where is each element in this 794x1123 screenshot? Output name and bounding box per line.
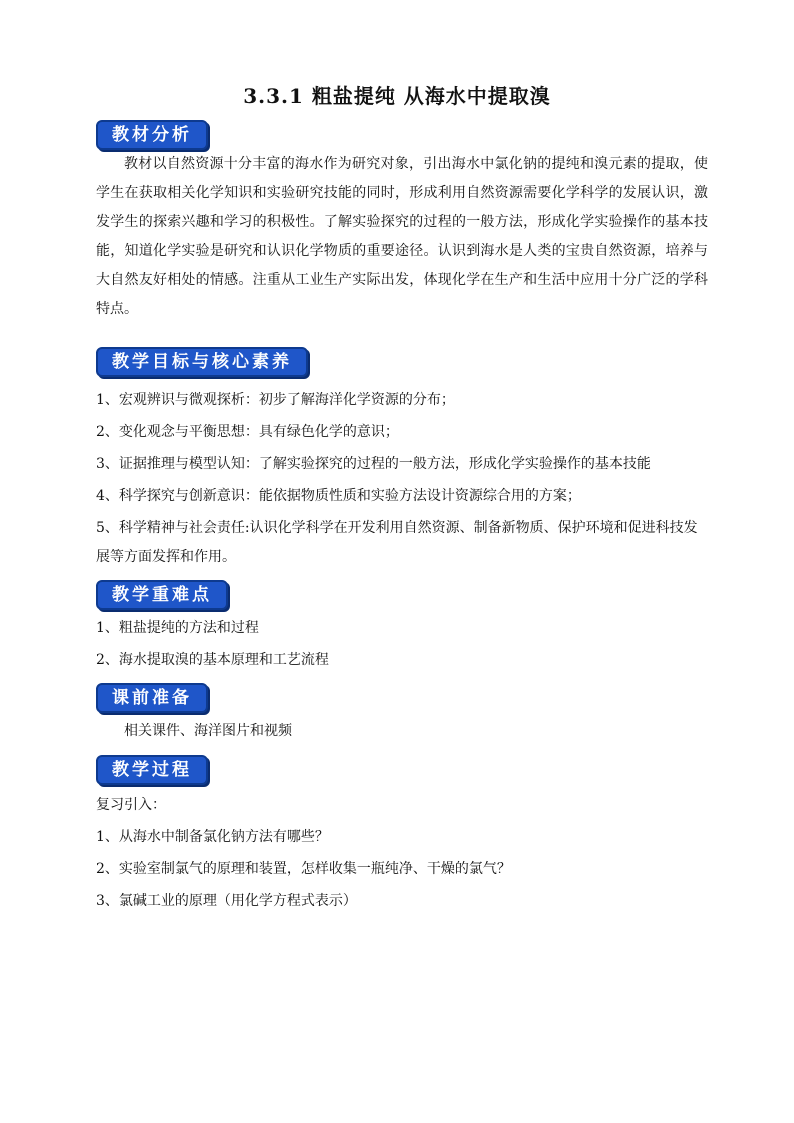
- keypoint-item-2: 2、海水提取溴的基本原理和工艺流程: [96, 652, 329, 668]
- goal-item-2: 2、变化观念与平衡思想：具有绿色化学的意识；: [96, 424, 399, 440]
- goal-item-1: 1、宏观辨识与微观探析：初步了解海洋化学资源的分布；: [96, 392, 455, 408]
- process-item-3: 3、氯碱工业的原理（用化学方程式表示）: [96, 893, 357, 909]
- prep-text: 相关课件、海洋图片和视频: [124, 723, 292, 739]
- section-label-analysis: 教材分析: [96, 120, 208, 150]
- goal-item-4: 4、科学探究与创新意识：能依据物质性质和实验方法设计资源综合用的方案；: [96, 488, 581, 504]
- section-label-prep: 课前准备: [96, 683, 208, 713]
- process-item-2: 2、实验室制氯气的原理和装置，怎样收集一瓶纯净、干燥的氯气？: [96, 861, 511, 877]
- goal-item-3: 3、证据推理与模型认知：了解实验探究的过程的一般方法，形成化学实验操作的基本技能: [96, 456, 651, 472]
- section-label-goals: 教学目标与核心素养: [96, 347, 308, 377]
- keypoint-item-1: 1、粗盐提纯的方法和过程: [96, 620, 259, 636]
- page-title: 3.3.1 粗盐提纯 从海水中提取溴: [243, 84, 551, 108]
- section-label-process: 教学过程: [96, 755, 208, 785]
- process-item-1: 1、从海水中制备氯化钠方法有哪些？: [96, 829, 329, 845]
- process-intro: 复习引入：: [96, 797, 166, 813]
- section-label-keypoints: 教学重难点: [96, 580, 228, 610]
- goal-item-5: 5、科学精神与社会责任:认识化学科学在开发利用自然资源、制备新物质、保护环境和促进科技发展等方面发挥和作用。: [96, 520, 698, 565]
- analysis-paragraph: 教材以自然资源十分丰富的海水作为研究对象，引出海水中氯化钠的提纯和溴元素的提取，使学生在获取相关化学知识和实验研究技能的同时，形成利用自然资源需要化学科学的发展认识，激发学生的探索兴趣和学习的积极性。了解实验探究的过程的一般方法，形成化学实验操作的基本技能，知道化学实验是研究和认识化学物质的重要途径。认识到海水是人类的宝贵自然资源，培养与大自然友好相处的情感。注重从工业生产实际出发，体现化学在生产和生活中应用十分广泛的学科特点。: [96, 156, 708, 317]
